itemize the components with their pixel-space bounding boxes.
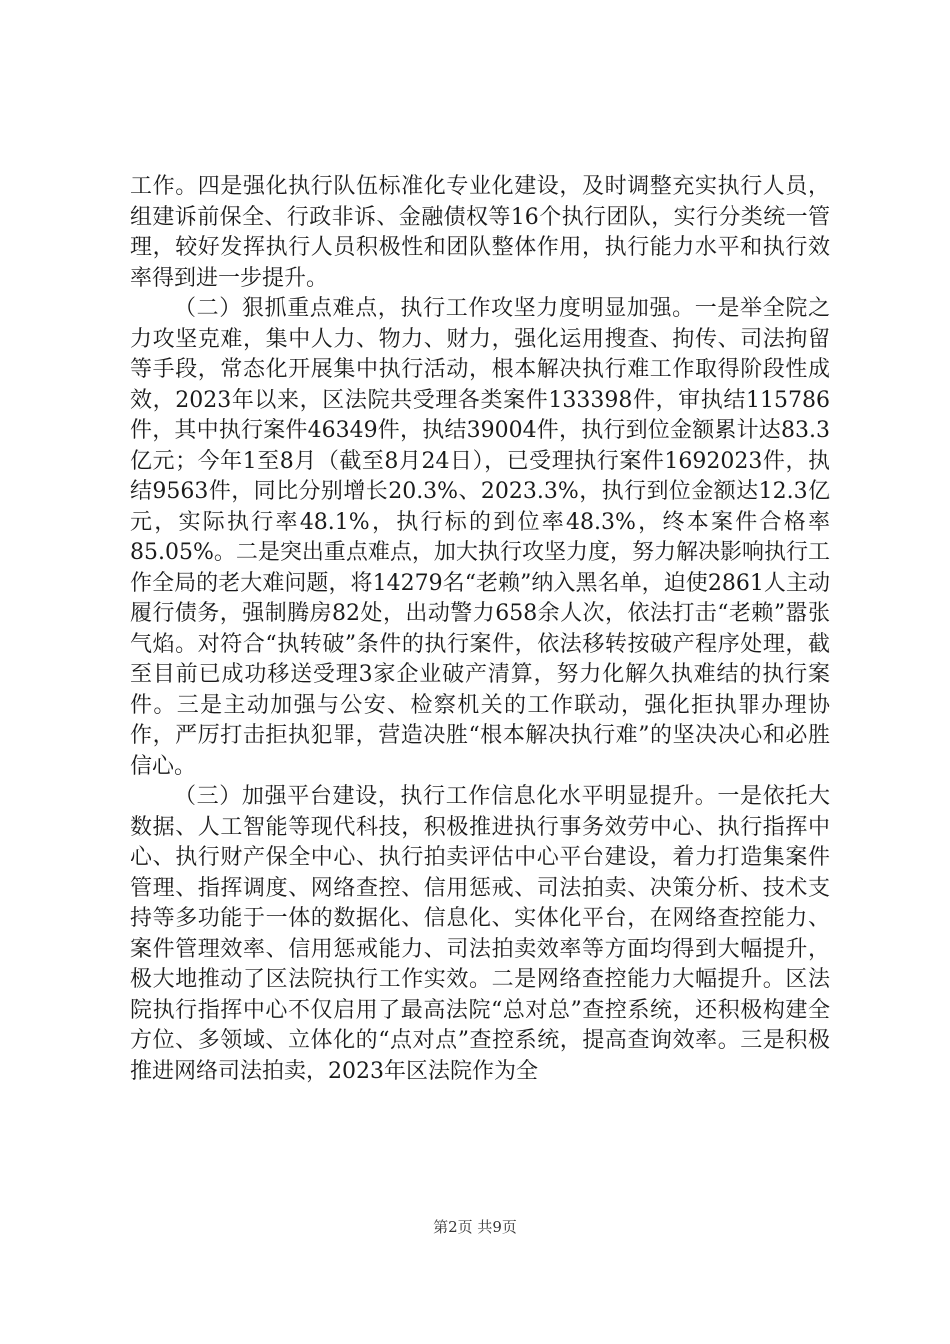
paragraph-section-3: （三）加强平台建设，执行工作信息化水平明显提升。一是依托大数据、人工智能等现代科技，积极推进执行事务效劳中心、执行指挥中心、执行财产保全中心、执行拍卖评估中心平台建设，着力打造集案件管理、指挥调度、网络查控、信用惩戒、司法拍卖、决策分析、技术支持等多功能于一体的数据化、信息化、实体化平台，在网络查控能力、案件管理效率、信用惩戒能力、司法拍卖效率等方面均得到大幅提升，极大地推动了区法院执行工作实效。二是网络查控能力大幅提升。区法院执行指挥中心不仅启用了最高法院“总对总”查控系统，还积极构建全方位、多领域、立体化的“点对点”查控系统，提高查询效率。三是积极推进网络司法拍卖，2023年区法院作为全 [130,784,830,1084]
document-body [130,172,830,1087]
paragraph-section-2: （二）狠抓重点难点，执行工作攻坚力度明显加强。一是举全院之力攻坚克难，集中人力、物力、财力，强化运用搜查、拘传、司法拘留等手段，常态化开展集中执行活动，根本解决执行难工作取得阶段性成效，2023年以来，区法院共受理各类案件133398件，审执结115786件，其中执行案件46349件，执结39004件，执行到位金额累计达83.3亿元；今年1至8月（截至8月24日），已受理执行案件1692023件，执结9563件，同比分别增长20.3%、2023.3%，执行到位金额达12.3亿元，实际执行率48.1%，执行标的到位率48.3%，终本案件合格率85.05%。二是突出重点难点，加大执行攻坚力度，努力解决影响执行工作全局的老大难问题，将14279名“老赖”纳入黑名单，迫使2861人主动履行债务，强制腾房82处，出动警力658余人次，依法打击“老赖”嚣张气焰。对符合“执转破”条件的执行案件，依法移转按破产程序处理，截至目前已成功移送受理3家企业破产清算，努力化解久执难结的执行案件。三是主动加强与公安、检察机关的工作联动，强化拒执罪办理协作，严厉打击拒执犯罪，营造决胜“根本解决执行难”的坚决决心和必胜信心。 [130,296,830,779]
page-footer: 第2页 共9页 [433,1218,517,1236]
paragraph-continuation: 工作。四是强化执行队伍标准化专业化建设，及时调整充实执行人员，组建诉前保全、行政非诉、金融债权等16个执行团队，实行分类统一管理，较好发挥执行人员积极性和团队整体作用，执行能力水平和执行效率得到进一步提升。 [130,174,830,291]
